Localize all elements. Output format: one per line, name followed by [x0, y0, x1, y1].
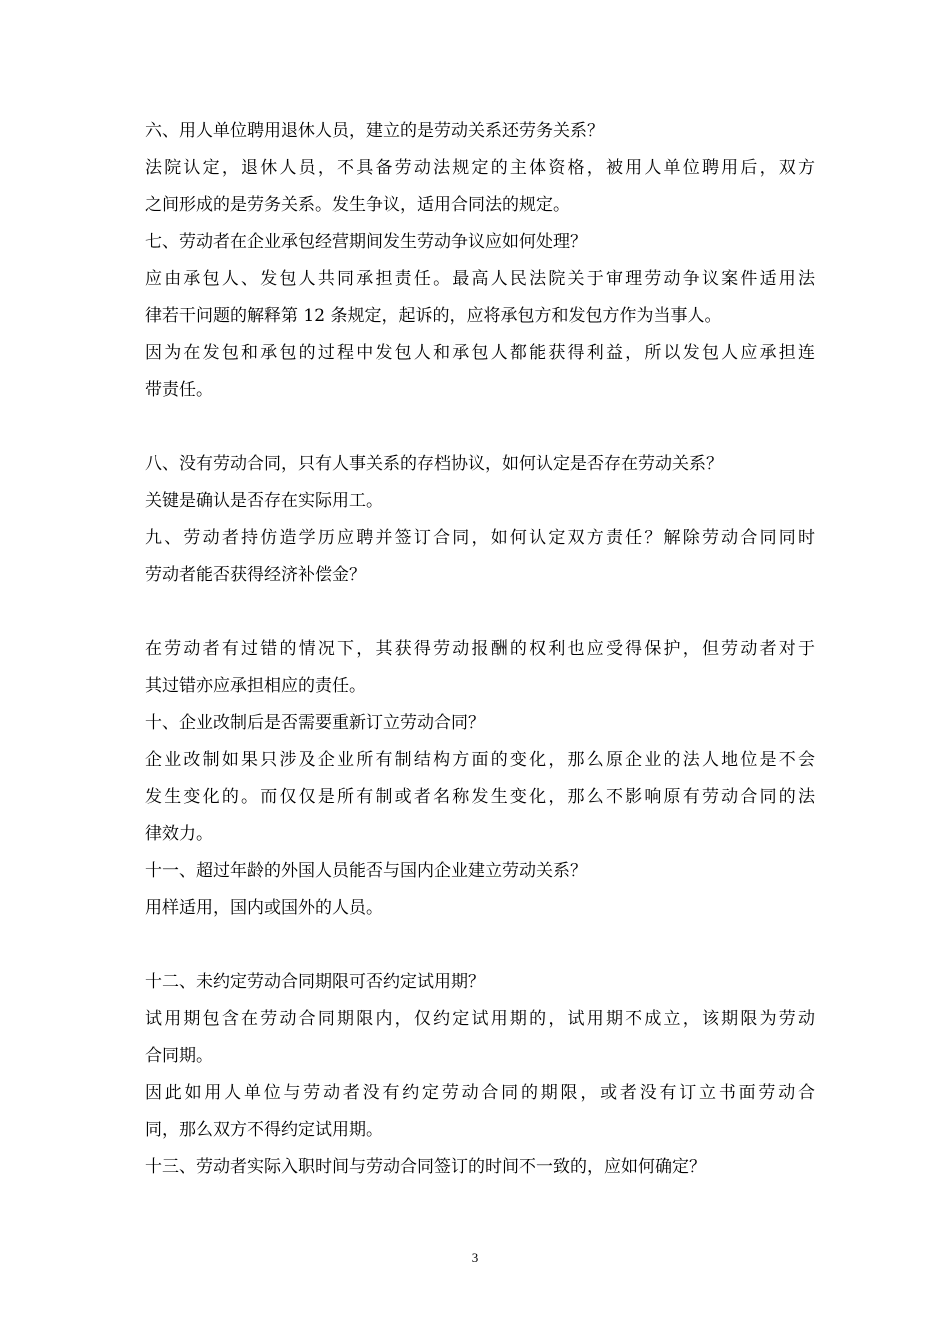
answer-q10-line-2: 发生变化的。而仅仅是所有制或者名称发生变化，那么不影响原有劳动合同的法 [145, 787, 815, 807]
paragraph-gap [145, 409, 815, 446]
answer-q7-line-1: 应由承包人、发包人共同承担责任。最高人民法院关于审理劳动争议案件适用法 [145, 269, 815, 289]
answer-q10-line-1: 企业改制如果只涉及企业所有制结构方面的变化，那么原企业的法人地位是不会 [145, 750, 815, 770]
answer-q8-line-1: 关键是确认是否存在实际用工。 [145, 491, 383, 511]
answer-q7-line-3: 因为在发包和承包的过程中发包人和承包人都能获得利益，所以发包人应承担连 [145, 343, 815, 363]
paragraph-gap [145, 927, 815, 964]
answer-q7-line-2: 律若干问题的解释第 12 条规定，起诉的，应将承包方和发包方作为当事人。 [145, 306, 722, 326]
answer-q9-line-1: 在劳动者有过错的情况下，其获得劳动报酬的权利也应受得保护，但劳动者对于 [145, 639, 815, 659]
heading-q12: 十二、未约定劳动合同期限可否约定试用期？ [145, 972, 485, 992]
answer-q9-line-2: 其过错亦应承担相应的责任。 [145, 676, 366, 696]
paragraph-gap [145, 594, 815, 631]
answer-q6-line-1: 法院认定，退休人员，不具备劳动法规定的主体资格，被用人单位聘用后，双方 [145, 158, 815, 178]
answer-q12-line-1: 试用期包含在劳动合同期限内，仅约定试用期的，试用期不成立，该期限为劳动 [145, 1009, 815, 1029]
heading-q7: 七、劳动者在企业承包经营期间发生劳动争议应如何处理？ [145, 232, 587, 252]
answer-q12-line-2: 合同期。 [145, 1046, 213, 1066]
heading-q13: 十三、劳动者实际入职时间与劳动合同签订的时间不一致的，应如何确定？ [145, 1157, 706, 1177]
document-body [145, 113, 815, 1186]
answer-q12-line-3: 因此如用人单位与劳动者没有约定劳动合同的期限，或者没有订立书面劳动合 [145, 1083, 815, 1103]
answer-q12-line-4: 同，那么双方不得约定试用期。 [145, 1120, 383, 1140]
heading-q9-line-1: 九、劳动者持仿造学历应聘并签订合同，如何认定双方责任？解除劳动合同同时 [145, 528, 815, 548]
heading-q11: 十一、超过年龄的外国人员能否与国内企业建立劳动关系？ [145, 861, 587, 881]
answer-q10-line-3: 律效力。 [145, 824, 213, 844]
answer-q11-line-1: 用样适用，国内或国外的人员。 [145, 898, 383, 918]
heading-q10: 十、企业改制后是否需要重新订立劳动合同？ [145, 713, 485, 733]
page-number: 3 [471, 1250, 479, 1265]
answer-q7-line-4: 带责任。 [145, 380, 213, 400]
heading-q8: 八、没有劳动合同，只有人事关系的存档协议，如何认定是否存在劳动关系？ [145, 454, 723, 474]
answer-q6-line-2: 之间形成的是劳务关系。发生争议，适用合同法的规定。 [145, 195, 570, 215]
heading-q6: 六、用人单位聘用退休人员，建立的是劳动关系还劳务关系？ [145, 121, 604, 141]
heading-q9-line-2: 劳动者能否获得经济补偿金？ [145, 565, 366, 585]
